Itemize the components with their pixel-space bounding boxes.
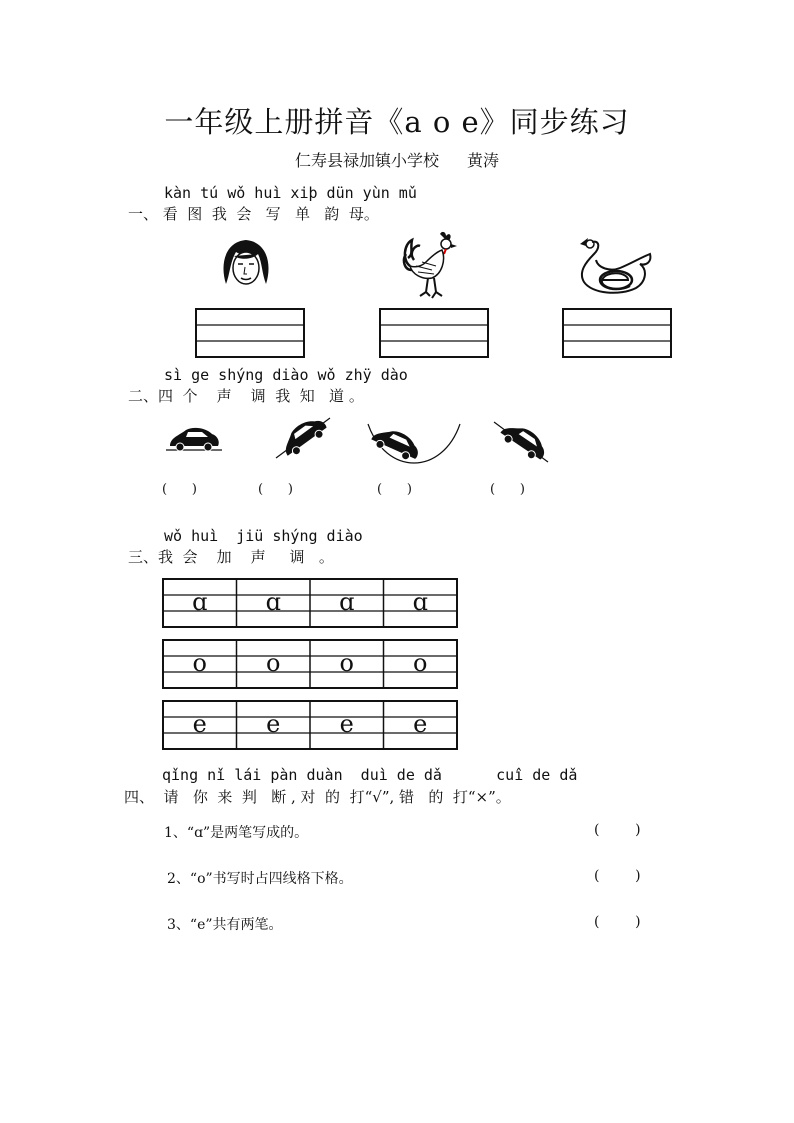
tone-grid-a[interactable] [162, 578, 458, 632]
judge-answer-3[interactable]: ( ) [594, 914, 641, 930]
tone-answer-3[interactable]: ( ) [377, 482, 412, 497]
four-line-box[interactable] [379, 308, 489, 358]
school-name: 仁寿县禄加镇小学校 [294, 151, 439, 170]
tone-answer-1[interactable]: ( ) [162, 482, 197, 497]
judge-item-1: 1、“ɑ”是两笔写成的。 [164, 825, 309, 841]
judge-item-2: 2、“o”书写时占四线格下格。 [167, 871, 353, 887]
grid-letter: e [413, 710, 428, 738]
four-line-box[interactable] [195, 308, 305, 358]
car-tone1-illustration [164, 420, 224, 456]
author-name: 黄涛 [467, 151, 500, 170]
subtitle [0, 148, 794, 171]
four-line-box[interactable] [562, 308, 672, 358]
judge-answer-2[interactable]: ( ) [594, 868, 641, 884]
judge-item-3: 3、“e”共有两笔。 [167, 917, 283, 933]
grid-letter: o [413, 649, 428, 677]
tone-answer-2[interactable]: ( ) [258, 482, 293, 497]
q1-pinyin: kàn tú wǒ huì xiþ dün yùn mǔ [164, 184, 417, 202]
q2-text: 二、四 个 声 调 我 知 道 。 [128, 387, 364, 405]
tone-grid-e[interactable] [162, 700, 458, 754]
grid-letter: e [192, 710, 207, 738]
tone-answer-4[interactable]: ( ) [490, 482, 525, 497]
grid-letter: o [339, 649, 354, 677]
grid-letter: o [266, 649, 281, 677]
q3-pinyin: wǒ huì jiü shýng diào [164, 527, 363, 545]
page-title: 一年级上册拼音《a o e》同步练习 [164, 105, 630, 139]
q3-text: 三、我 会 加 声 调 。 [128, 548, 334, 566]
car-tone3-illustration [366, 420, 462, 468]
tone-grid-o[interactable] [162, 639, 458, 693]
q2-pinyin: sì ge shýng diào wǒ zhÿ dào [164, 366, 408, 384]
four-line-grid [162, 578, 458, 628]
swan-illustration [570, 234, 656, 298]
grid-letter: e [266, 710, 281, 738]
grid-letter: e [339, 710, 354, 738]
judge-answer-1[interactable]: ( ) [594, 822, 641, 838]
grid-letter: ɑ [265, 588, 281, 616]
grid-letter: ɑ [412, 588, 428, 616]
woman-face-illustration [218, 236, 274, 292]
q4-pinyin: qǐng nǐ lái pàn duàn duì de dǎ cuî de dǎ [162, 766, 578, 784]
q4-text: 四、 请 你 来 判 断 , 对 的 打“√”, 错 的 打“×”。 [124, 788, 511, 806]
grid-letter: ɑ [339, 588, 355, 616]
four-line-grid [162, 700, 458, 750]
four-line-grid [162, 639, 458, 689]
q1-text: 一、 看 图 我 会 写 单 韵 母。 [128, 205, 379, 223]
car-tone4-illustration [492, 418, 552, 464]
car-tone2-illustration [272, 414, 332, 460]
grid-letter: ɑ [192, 588, 208, 616]
grid-letter: o [192, 649, 207, 677]
rooster-illustration [402, 230, 466, 302]
